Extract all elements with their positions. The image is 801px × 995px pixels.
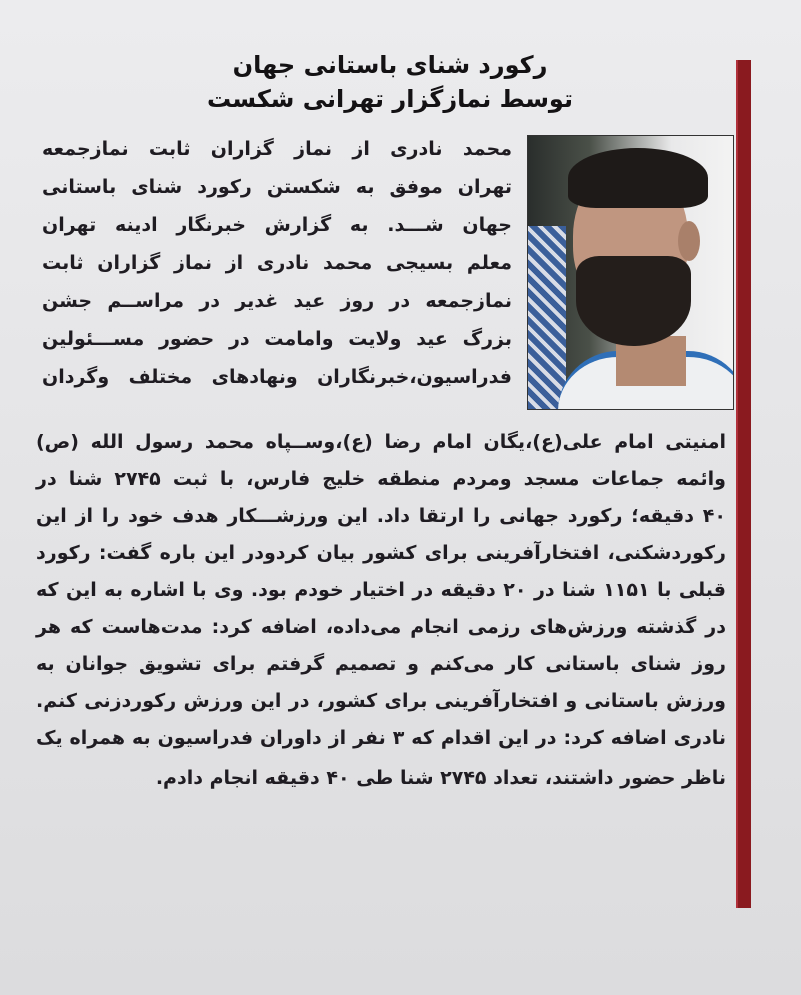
body-line: فدراسیون،خبرنگاران ونهادهای مختلف وگردان <box>42 366 512 388</box>
headline-line-1: رکورد شنای باستانی جهان <box>232 51 548 79</box>
red-column-rule <box>736 60 751 908</box>
body-line: محمد نادری از نماز گزاران ثابت نمازجمعه <box>42 138 512 160</box>
body-line: بزرگ عید ولایت وامامت در حضور مســـئولین <box>42 328 512 350</box>
body-line: تهران موفق به شکستن رکورد شنای باستانی <box>42 176 512 198</box>
hair <box>568 148 708 208</box>
background-person <box>528 226 566 409</box>
body-line: رکوردشکنی، افتخارآفرینی برای کشور بیان کردودر این باره گفت: رکورد <box>36 542 726 564</box>
body-line: جهان شـــد. به گزارش خبرنگار ادینه تهران <box>42 214 512 236</box>
body-line: روز شنای باستانی کار می‌کنم و تصمیم گرفتم برای تشویق جوانان به <box>36 653 726 675</box>
body-line: امنیتی امام علی(ع)،یگان امام رضا (ع)،وســپاه محمد رسول الله (ص) <box>36 431 726 453</box>
body-line: در گذشته ورزش‌های رزمی انجام می‌داده، اضافه کرد: مدت‌هاست که هر <box>36 616 726 638</box>
body-line: ورزش باستانی و افتخارآفرینی برای کشور، در این ورزش رکوردزنی کنم. <box>36 690 726 712</box>
body-line: وائمه جماعات مسجد ومردم منطقه خلیج فارس، با ثبت ۲۷۴۵ شنا در <box>36 468 726 490</box>
body-line-last: ناظر حضور داشتند، تعداد ۲۷۴۵ شنا طی ۴۰ دقیقه انجام دادم. <box>155 767 726 789</box>
body-line: ۴۰ دقیقه؛ رکورد جهانی را ارتقا داد. این ورزشـــکار هدف خود را از این <box>36 505 726 527</box>
body-line: نمازجمعه در روز عید غدیر در مراســم جشن <box>42 290 512 312</box>
headline-line-2: توسط نمازگزار تهرانی شکست <box>207 85 573 113</box>
portrait-photo <box>527 135 734 410</box>
body-line: معلم بسیجی محمد نادری از نماز گزاران ثابت <box>42 252 512 274</box>
body-line: نادری اضافه کرد: در این اقدام که ۳ نفر از داوران فدراسیون به همراه یک <box>36 727 727 749</box>
body-line: قبلی با ۱۱۵۱ شنا در ۲۰ دقیقه در اختیار خودم بود. وی با اشاره به این که <box>36 579 726 601</box>
beard <box>576 256 691 346</box>
ear <box>678 221 700 261</box>
